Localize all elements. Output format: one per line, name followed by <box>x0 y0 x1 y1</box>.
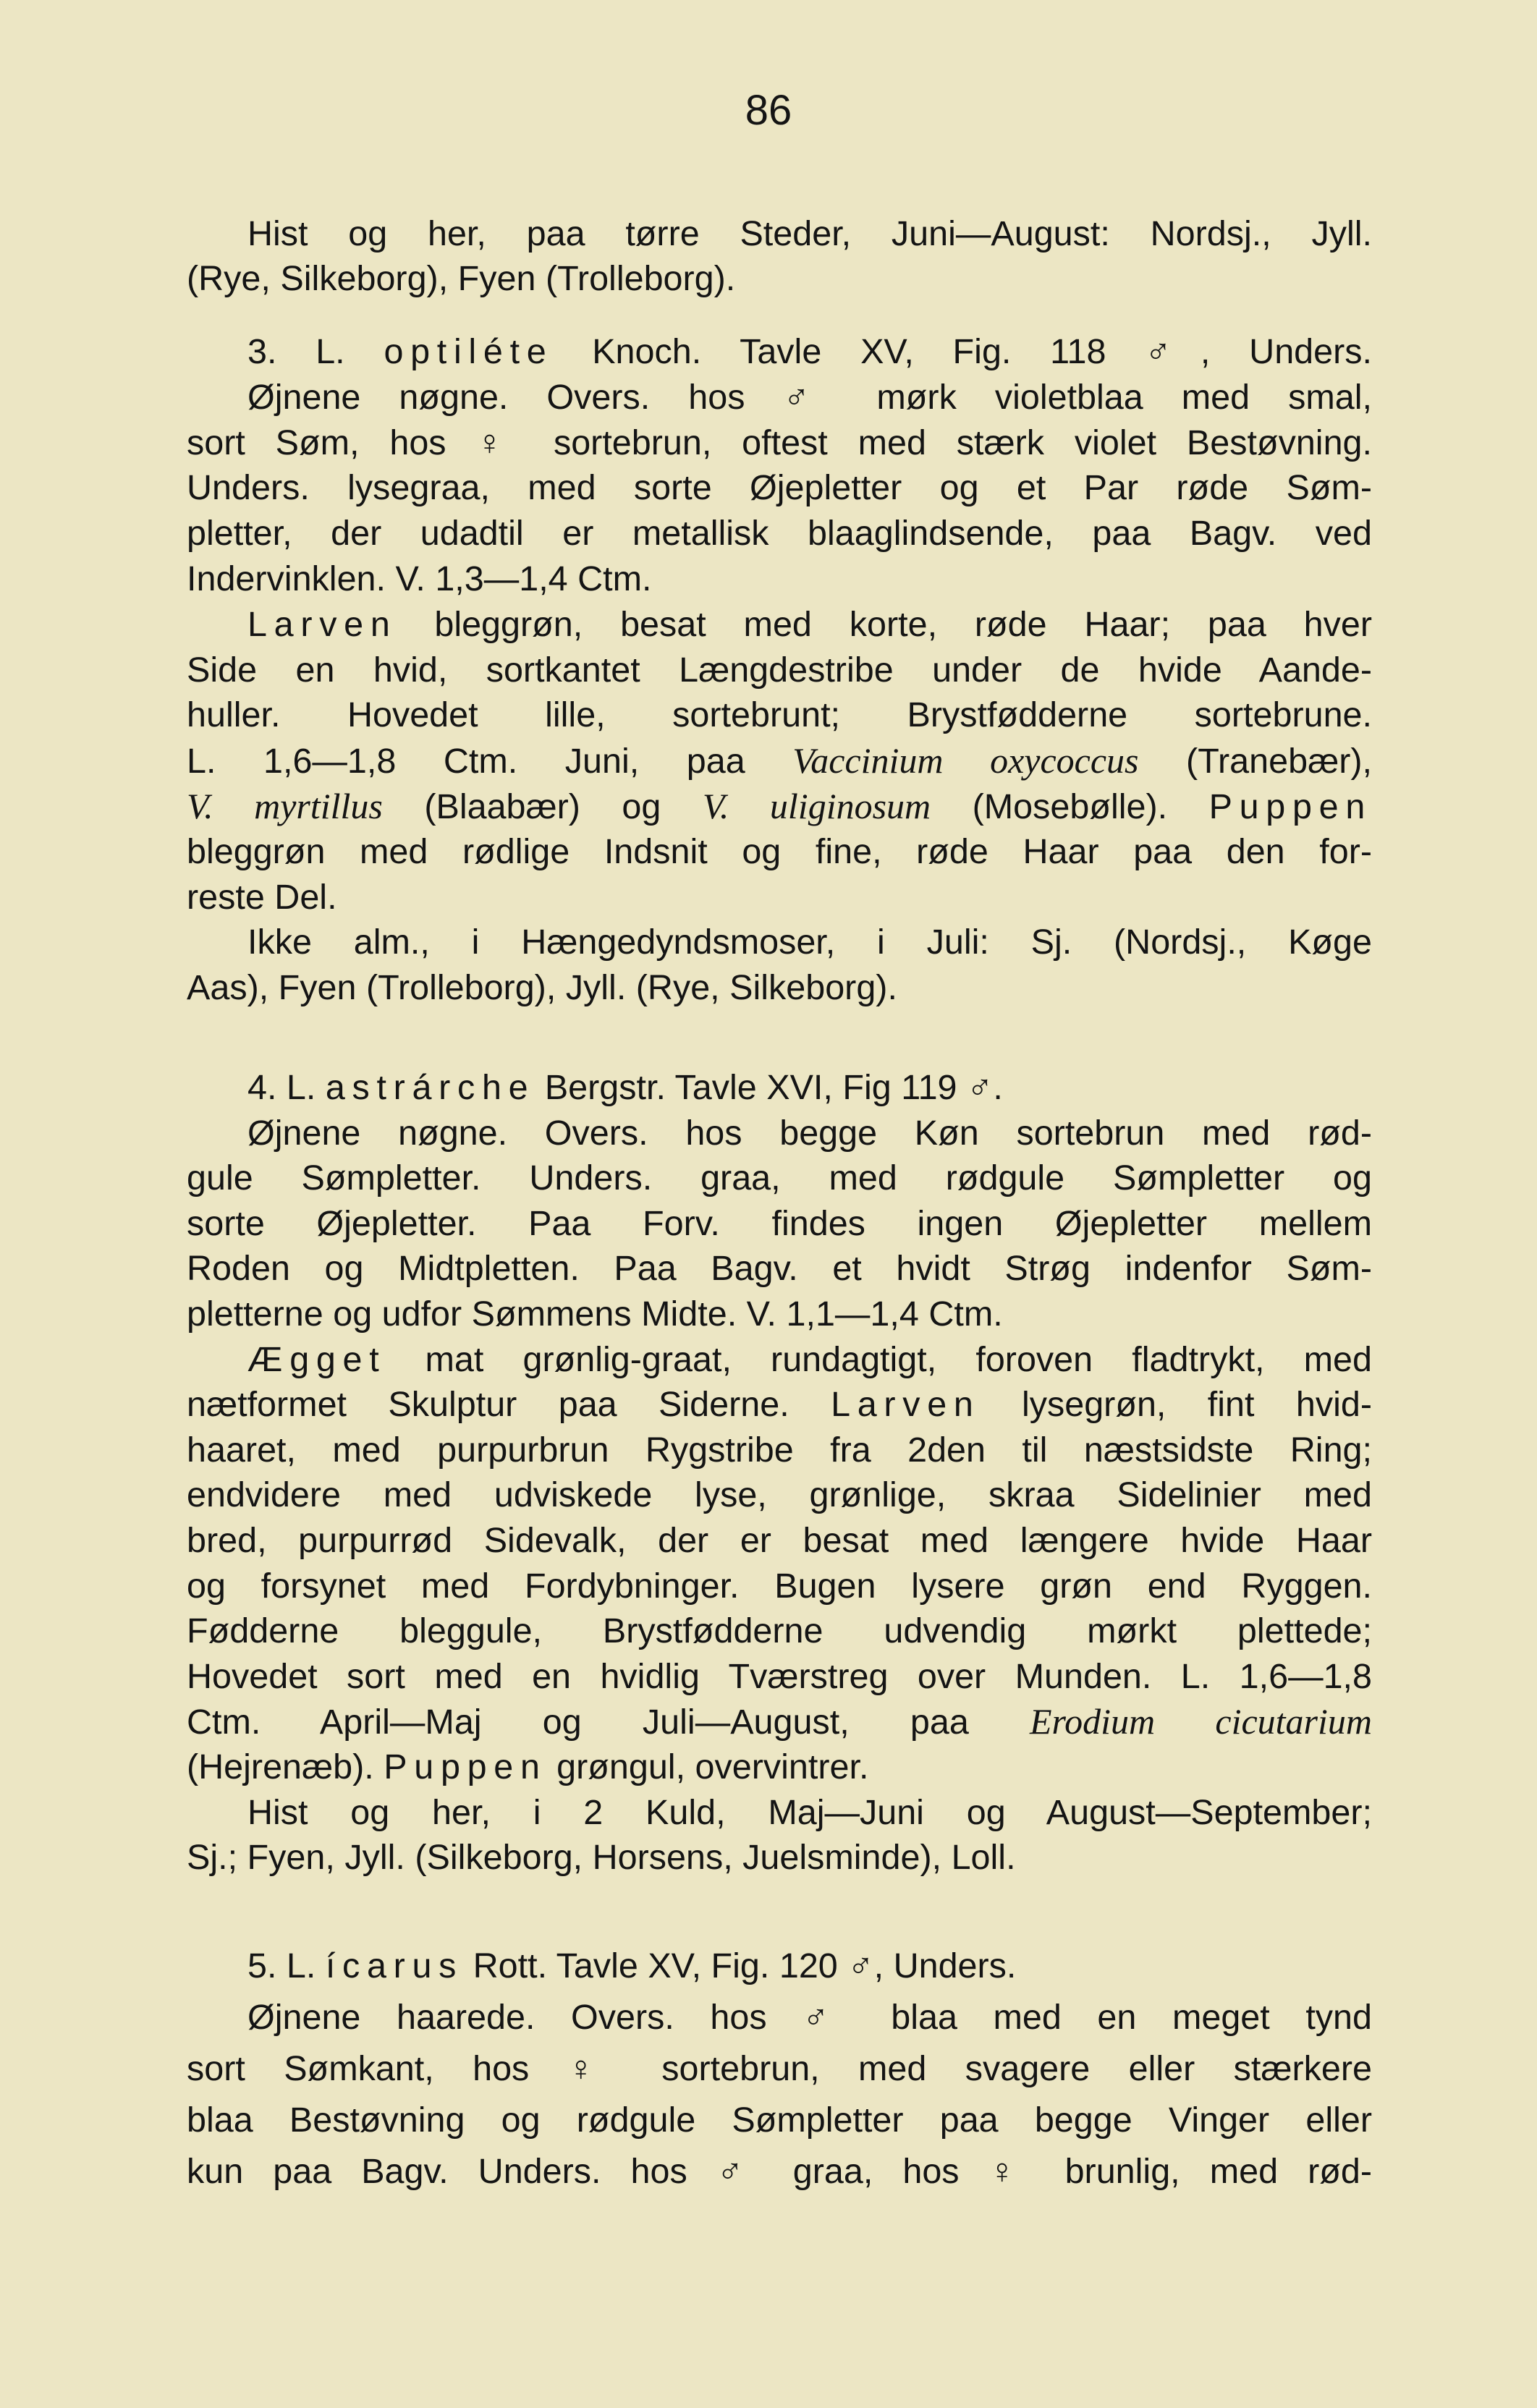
text-line <box>187 784 1372 829</box>
text-segment: sort Søm, hos ♀ sortebrun, oftest med stærk violet Bestøvning. <box>187 423 1372 462</box>
text-line <box>187 1744 1372 1790</box>
text-segment: og forsynet med Fordybninger. Bugen lysere grøn end Ryggen. <box>187 1566 1372 1606</box>
text-line <box>187 1337 1372 1383</box>
text-segment: 3. L. <box>247 332 384 371</box>
text-line <box>187 1790 1372 1836</box>
text-line <box>187 1065 1372 1111</box>
text-segment: lysegrøn, fint hvid- <box>980 1385 1372 1425</box>
text-segment: bleggrøn med rødlige Indsnit og fine, røde Haar paa den for- <box>187 831 1372 871</box>
paragraph-block <box>187 329 1372 1011</box>
text-segment: bred, purpurrød Sidevalk, der er besat med længere hvide Haar <box>187 1520 1372 1560</box>
text-segment: Øjnene nøgne. Overs. hos ♂ mørk violetblaa med smal, <box>247 377 1372 417</box>
text-segment: grøngul, overvintrer. <box>546 1747 869 1786</box>
text-line <box>187 511 1372 556</box>
text-segment: V. uliginosum <box>702 785 931 826</box>
paragraph-block <box>187 1941 1372 2197</box>
text-line <box>187 602 1372 648</box>
text-segment: Indervinklen. V. 1,3—1,4 Ctm. <box>187 559 652 598</box>
text-line <box>187 329 1372 375</box>
text-segment: nætformet Skulptur paa Siderne. <box>187 1385 831 1425</box>
text-line <box>187 1201 1372 1247</box>
text-segment: optiléte <box>384 332 554 371</box>
text-segment: huller. Hovedet lille, sortebrunt; Brystfødderne sortebrune. <box>187 695 1372 735</box>
text-segment: Roden og Midtpletten. Paa Bagv. et hvidt Strøg indenfor Søm- <box>187 1249 1372 1289</box>
text-segment: V. myrtillus <box>187 785 383 826</box>
text-segment: Bergstr. Tavle XVI, Fig 119 ♂. <box>535 1068 1003 1107</box>
text-segment: bleggrøn, besat med korte, røde Haar; paa hver <box>397 604 1372 644</box>
text-segment: L. 1,6—1,8 Ctm. Juni, paa <box>187 742 793 781</box>
text-segment: Sj.; Fyen, Jyll. (Silkeborg, Horsens, Juelsminde), Loll. <box>187 1838 1016 1878</box>
text-line <box>187 1472 1372 1518</box>
text-line <box>187 920 1372 965</box>
text-segment: haaret, med purpurbrun Rygstribe fra 2den til næstsidste Ring; <box>187 1430 1372 1470</box>
text-segment: Øjnene haarede. Overs. hos ♂ blaa med en meget tynd <box>247 1998 1372 2037</box>
text-line <box>187 1518 1372 1564</box>
text-segment: reste Del. <box>187 877 337 917</box>
text-segment: Øjnene nøgne. Overs. hos begge Køn sortebrun med rød- <box>247 1113 1372 1153</box>
text-line <box>187 738 1372 784</box>
text-segment: Rott. Tavle XV, Fig. 120 ♂, Unders. <box>463 1946 1017 1985</box>
text-line <box>187 1292 1372 1337</box>
text-segment: endvidere med udviskede lyse, grønlige, skraa Sidelinier med <box>187 1475 1372 1515</box>
text-segment: 5. L. <box>247 1946 326 1985</box>
text-segment: Aas), Fyen (Trolleborg), Jyll. (Rye, Silkeborg). <box>187 968 897 1008</box>
text-segment: sorte Øjepletter. Paa Forv. findes ingen Øjepletter mellem <box>187 1203 1372 1243</box>
text-line <box>187 1428 1372 1473</box>
text-segment: (Rye, Silkeborg), Fyen (Trolleborg). <box>187 259 736 298</box>
text-segment: Knoch. Tavle XV, Fig. 118 ♂, Unders. <box>553 332 1372 371</box>
text-segment: blaa Bestøvning og rødgule Sømpletter paa begge Vinger eller <box>187 2100 1372 2140</box>
text-segment: Ikke alm., i Hængedyndsmoser, i Juli: Sj. (Nordsj., Køge <box>247 923 1372 962</box>
paragraph-block <box>187 211 1372 301</box>
text-line <box>187 1608 1372 1654</box>
text-segment: 4. L. <box>247 1068 326 1107</box>
paragraph-block <box>187 1065 1372 1881</box>
text-line <box>187 2043 1372 2095</box>
text-segment: (Blaabær) og <box>382 787 703 826</box>
text-segment: (Mosebølle). <box>931 787 1209 826</box>
text-line <box>187 556 1372 602</box>
text-line <box>187 1111 1372 1156</box>
text-segment: (Hejrenæb). <box>187 1747 384 1786</box>
text-segment: Hist og her, paa tørre Steder, Juni—August: Nordsj., Jyll. <box>247 214 1372 253</box>
text-segment: Side en hvid, sortkantet Længdestribe under de hvide Aande- <box>187 650 1372 690</box>
text-segment: astrárche <box>325 1068 535 1107</box>
text-segment: Ctm. April—Maj og Juli—August, paa <box>187 1703 1030 1742</box>
text-line <box>187 1564 1372 1609</box>
text-segment: Hovedet sort med en hvidlig Tværstreg over Munden. L. 1,6—1,8 <box>187 1656 1372 1696</box>
text-segment: Puppen <box>1208 787 1372 826</box>
text-line <box>187 211 1372 256</box>
text-line <box>187 1382 1372 1428</box>
text-line <box>187 692 1372 738</box>
text-line <box>187 965 1372 1011</box>
text-line <box>187 648 1372 693</box>
text-line <box>187 875 1372 920</box>
text-line <box>187 420 1372 466</box>
text-line <box>187 1654 1372 1700</box>
text-segment: mat grønlig-graat, rundagtigt, foroven fladtrykt, med <box>386 1339 1372 1379</box>
text-line <box>187 2146 1372 2197</box>
text-line <box>187 1156 1372 1201</box>
text-line <box>187 1941 1372 1992</box>
text-line <box>187 1992 1372 2043</box>
text-segment: pletter, der udadtil er metallisk blaaglindsende, paa Bagv. ved <box>187 514 1372 554</box>
text-segment: Erodium cicutarium <box>1030 1701 1372 1742</box>
text-line <box>187 1246 1372 1292</box>
text-segment: Ægget <box>247 1339 386 1379</box>
text-line <box>187 829 1372 875</box>
text-segment: kun paa Bagv. Unders. hos ♂ graa, hos ♀ brunlig, med rød- <box>187 2152 1372 2191</box>
text-segment: Larven <box>247 604 397 644</box>
text-line <box>187 1835 1372 1881</box>
text-segment: Unders. lysegraa, med sorte Øjepletter og et Par røde Søm- <box>187 468 1372 508</box>
page-number: 86 <box>745 87 792 134</box>
text-segment: ícarus <box>325 1946 464 1985</box>
text-segment: gule Sømpletter. Unders. graa, med rødgule Sømpletter og <box>187 1158 1372 1198</box>
text-segment: sort Sømkant, hos ♀ sortebrun, med svagere eller stærkere <box>187 2049 1372 2088</box>
text-segment: Larven <box>831 1385 981 1425</box>
text-segment: Puppen <box>384 1747 547 1786</box>
text-segment: Vaccinium oxycoccus <box>792 740 1139 781</box>
text-segment: Hist og her, i 2 Kuld, Maj—Juni og August—September; <box>247 1792 1372 1832</box>
text-line <box>187 465 1372 511</box>
text-line <box>187 375 1372 420</box>
text-segment: Fødderne bleggule, Brystfødderne udvendig mørkt plettede; <box>187 1611 1372 1651</box>
text-segment: (Tranebær), <box>1138 742 1372 781</box>
text-line <box>187 2095 1372 2146</box>
text-line <box>187 1699 1372 1744</box>
text-segment: pletterne og udfor Sømmens Midte. V. 1,1—1,4 Ctm. <box>187 1294 1003 1334</box>
text-line <box>187 256 1372 301</box>
